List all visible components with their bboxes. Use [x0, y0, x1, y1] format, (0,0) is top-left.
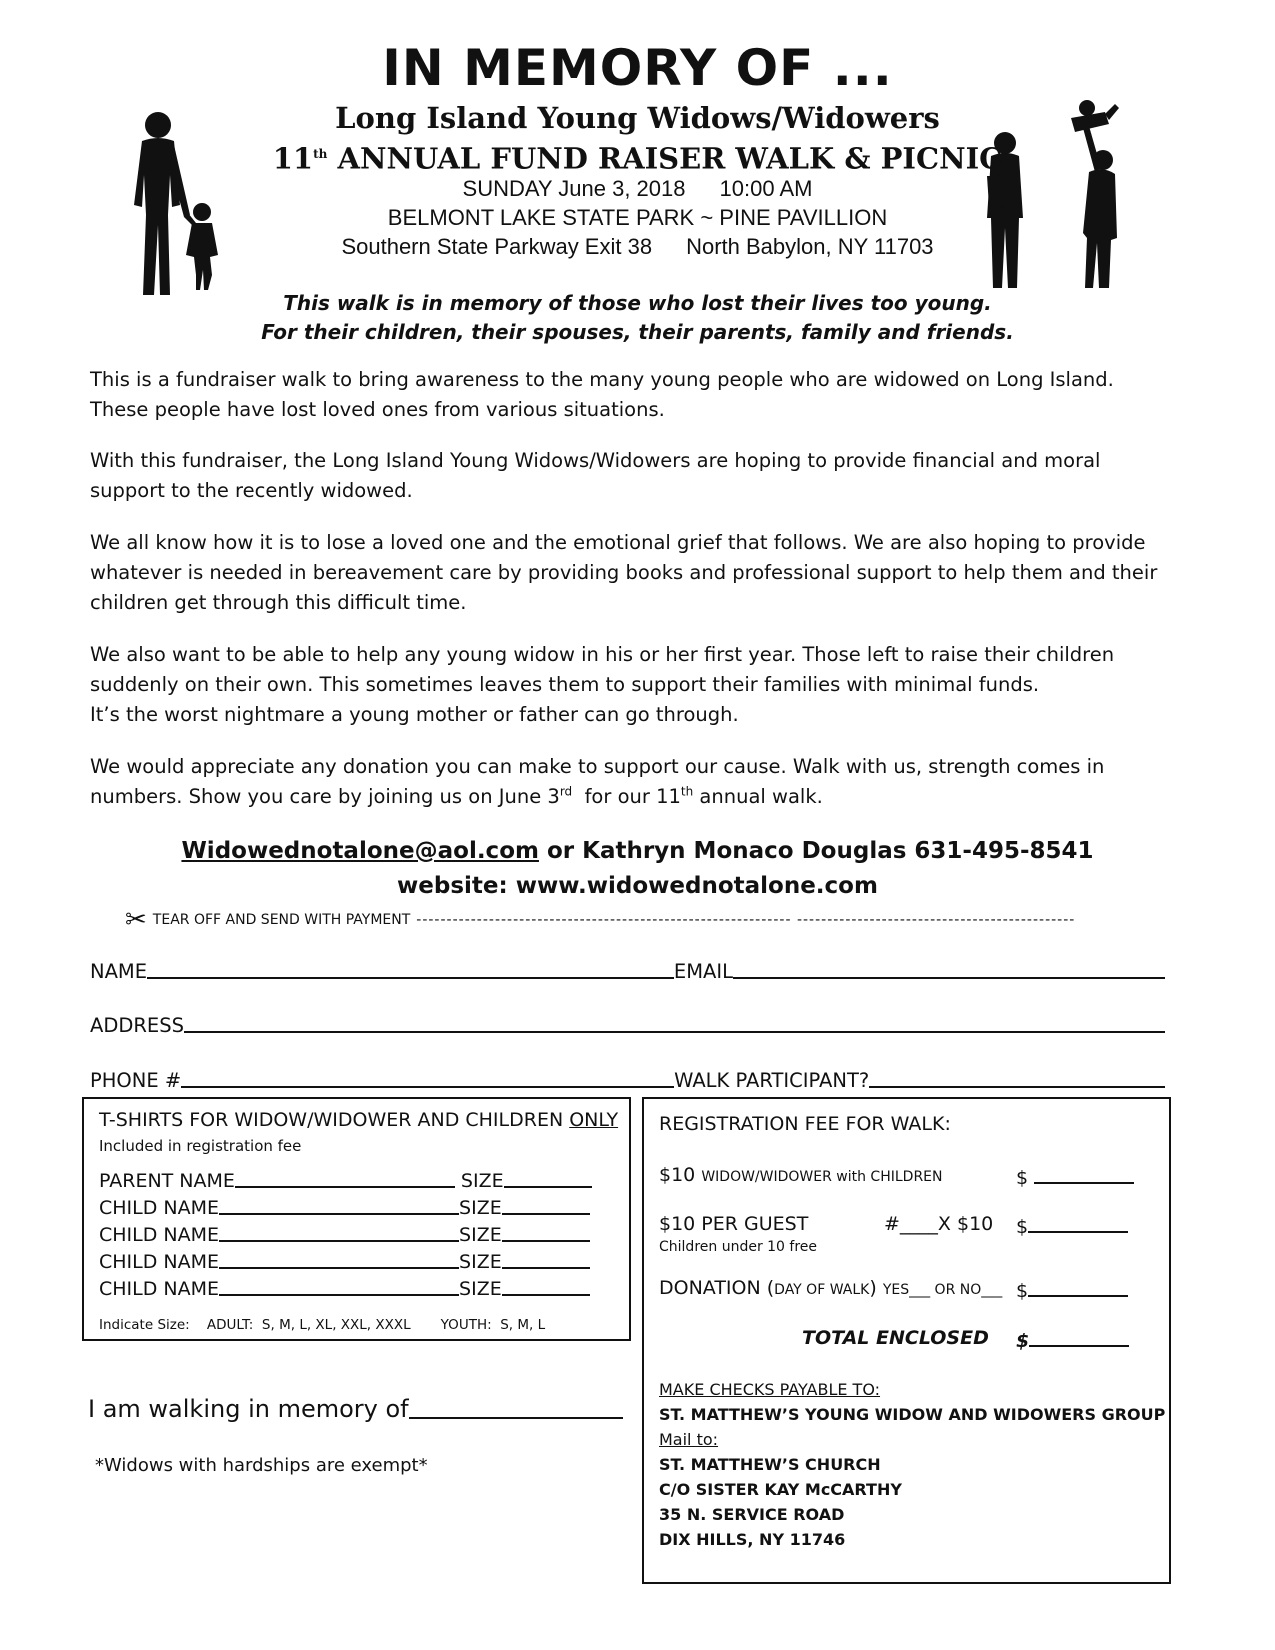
payment-instructions: MAKE CHECKS PAYABLE TO: ST. MATTHEW’S YOUNG WIDOW AND WIDOWERS GROUP Mail to: ST. MATTHEW’S CHURCH C/O SISTER KAY McCARTHY 35 N. SERVICE ROAD DIX HILLS, NY 11746 — [659, 1380, 1166, 1549]
event-address: Southern State Parkway Exit 38 North Babylon, NY 11703 — [341, 234, 934, 259]
paragraph-first-year: We also want to be able to help any young widow in his or her first year. Those left to raise their children suddenly on their own. This sometimes leaves them to support their families with minimal funds. It’s the worst nightmare a young mother or father can go through. — [90, 643, 1115, 726]
guest-fee-note: Children under 10 free — [659, 1239, 818, 1255]
paragraph-support: With this fundraiser, the Long Island Young Widows/Widowers are hoping to provide financial and moral support to the recently widowed. — [90, 449, 1101, 502]
event-date-time — [0, 175, 1275, 203]
parent-size-field[interactable] — [504, 1185, 592, 1188]
address-field[interactable] — [184, 1030, 1165, 1033]
child-name-row: CHILD NAME SIZE — [99, 1193, 599, 1219]
walking-in-memory-row: I am walking in memory of — [88, 1395, 623, 1423]
tear-off-label: TEAR OFF AND SEND WITH PAYMENT — [152, 912, 411, 928]
tshirt-note: Included in registration fee — [99, 1137, 302, 1155]
child-size-field[interactable] — [502, 1293, 590, 1296]
event-title: 11th ANNUAL FUND RAISER WALK & PICNIC — [272, 141, 1003, 176]
guest-fee-field[interactable] — [1028, 1213, 1128, 1233]
child-name-field[interactable] — [219, 1293, 459, 1296]
paragraph-grief: We all know how it is to lose a loved one and the emotional grief that follows. We are also hoping to provide whatever is needed in bereavement care by providing books and professional support to help them and their children get through this difficult time. — [90, 531, 1158, 614]
walking-in-memory-field[interactable] — [409, 1416, 623, 1419]
total-enclosed-label: TOTAL ENCLOSED — [802, 1327, 989, 1349]
phone-label: PHONE # — [90, 1069, 182, 1092]
child-name-row: CHILD NAME SIZE — [99, 1247, 599, 1273]
memory-statement-line1: This walk is in memory of those who lost their lives too young. — [283, 291, 992, 315]
total-field[interactable] — [1029, 1327, 1129, 1347]
child-name-field[interactable] — [219, 1266, 459, 1269]
event-location: BELMONT LAKE STATE PARK ~ PINE PAVILLION — [387, 205, 888, 230]
child-name-field[interactable] — [219, 1212, 459, 1215]
phone-walk-row — [90, 1062, 1165, 1092]
donation-amount: $ — [1016, 1277, 1128, 1302]
page-title: IN MEMORY OF ... — [382, 39, 893, 97]
widow-fee-label: $10 WIDOW/WIDOWER with CHILDREN — [659, 1164, 943, 1186]
walk-participant-field[interactable] — [869, 1085, 1165, 1088]
email-label: EMAIL — [673, 960, 733, 983]
paragraph-awareness: This is a fundraiser walk to bring awareness to the many young people who are widowed on Long Island. These people have lost loved ones from various situations. — [90, 368, 1114, 421]
contact-line: Widowednotalone@aol.com or Kathryn Monaco Douglas 631-495-8541 — [181, 838, 1094, 864]
registration-heading: REGISTRATION FEE FOR WALK: — [659, 1113, 951, 1135]
tshirt-heading: T-SHIRTS FOR WIDOW/WIDOWER AND CHILDREN ONLY — [99, 1109, 619, 1131]
address-row — [90, 1007, 1165, 1037]
tear-off-line: ✂ TEAR OFF AND SEND WITH PAYMENT -------------------------------------------------------------- ---------------------------------------------- — [125, 905, 1076, 935]
phone-field[interactable] — [181, 1085, 674, 1088]
widow-fee-field[interactable] — [1034, 1164, 1134, 1184]
donation-label: DONATION (DAY OF WALK) YES___ OR NO___ — [659, 1277, 1003, 1299]
child-name-row: CHILD NAME SIZE — [99, 1220, 599, 1246]
child-name-field[interactable] — [219, 1239, 459, 1242]
donation-yes-no[interactable]: YES___ OR NO___ — [882, 1282, 1003, 1298]
guest-fee-label: $10 PER GUEST — [659, 1213, 809, 1235]
child-size-field[interactable] — [502, 1212, 590, 1215]
tshirt-section — [82, 1097, 631, 1341]
registration-section — [642, 1097, 1171, 1584]
child-size-field[interactable] — [502, 1239, 590, 1242]
event-date: SUNDAY June 3, 2018 — [462, 176, 686, 201]
paragraph-donation: We would appreciate any donation you can make to support our cause. Walk with us, strength comes in numbers. Show you care by joining us on June 3rd for our 11th annual walk. — [90, 755, 1105, 808]
name-label: NAME — [90, 960, 148, 983]
email-link[interactable]: Widowednotalone@aol.com — [181, 838, 539, 864]
memory-statement-line2: For their children, their spouses, their parents, family and friends. — [261, 320, 1014, 344]
walk-participant-label: WALK PARTICIPANT? — [674, 1069, 870, 1092]
hardship-exempt-note: *Widows with hardships are exempt* — [95, 1455, 428, 1476]
guest-count[interactable]: #____X $10 — [884, 1213, 994, 1235]
event-time: 10:00 AM — [719, 176, 813, 201]
scissors-icon: ✂ — [125, 905, 147, 935]
widow-fee-amount: $ — [1016, 1164, 1134, 1189]
name-email-row — [90, 953, 1165, 983]
total-amount: $ — [1016, 1327, 1129, 1352]
email-field[interactable] — [733, 976, 1165, 979]
child-size-field[interactable] — [502, 1266, 590, 1269]
donation-field[interactable] — [1028, 1277, 1128, 1297]
size-indicator: Indicate Size: ADULT: S, M, L, XL, XXL, XXXL YOUTH: S, M, L — [99, 1317, 546, 1333]
address-label: ADDRESS — [90, 1014, 184, 1037]
organization-name: Long Island Young Widows/Widowers — [335, 101, 940, 135]
website-line[interactable]: website: www.widowednotalone.com — [397, 873, 878, 899]
parent-name-row: PARENT NAME SIZE — [99, 1166, 599, 1192]
guest-fee-amount: $ — [1016, 1213, 1128, 1238]
name-field[interactable] — [147, 976, 674, 979]
child-name-row: CHILD NAME SIZE — [99, 1274, 599, 1300]
parent-name-field[interactable] — [235, 1185, 455, 1188]
